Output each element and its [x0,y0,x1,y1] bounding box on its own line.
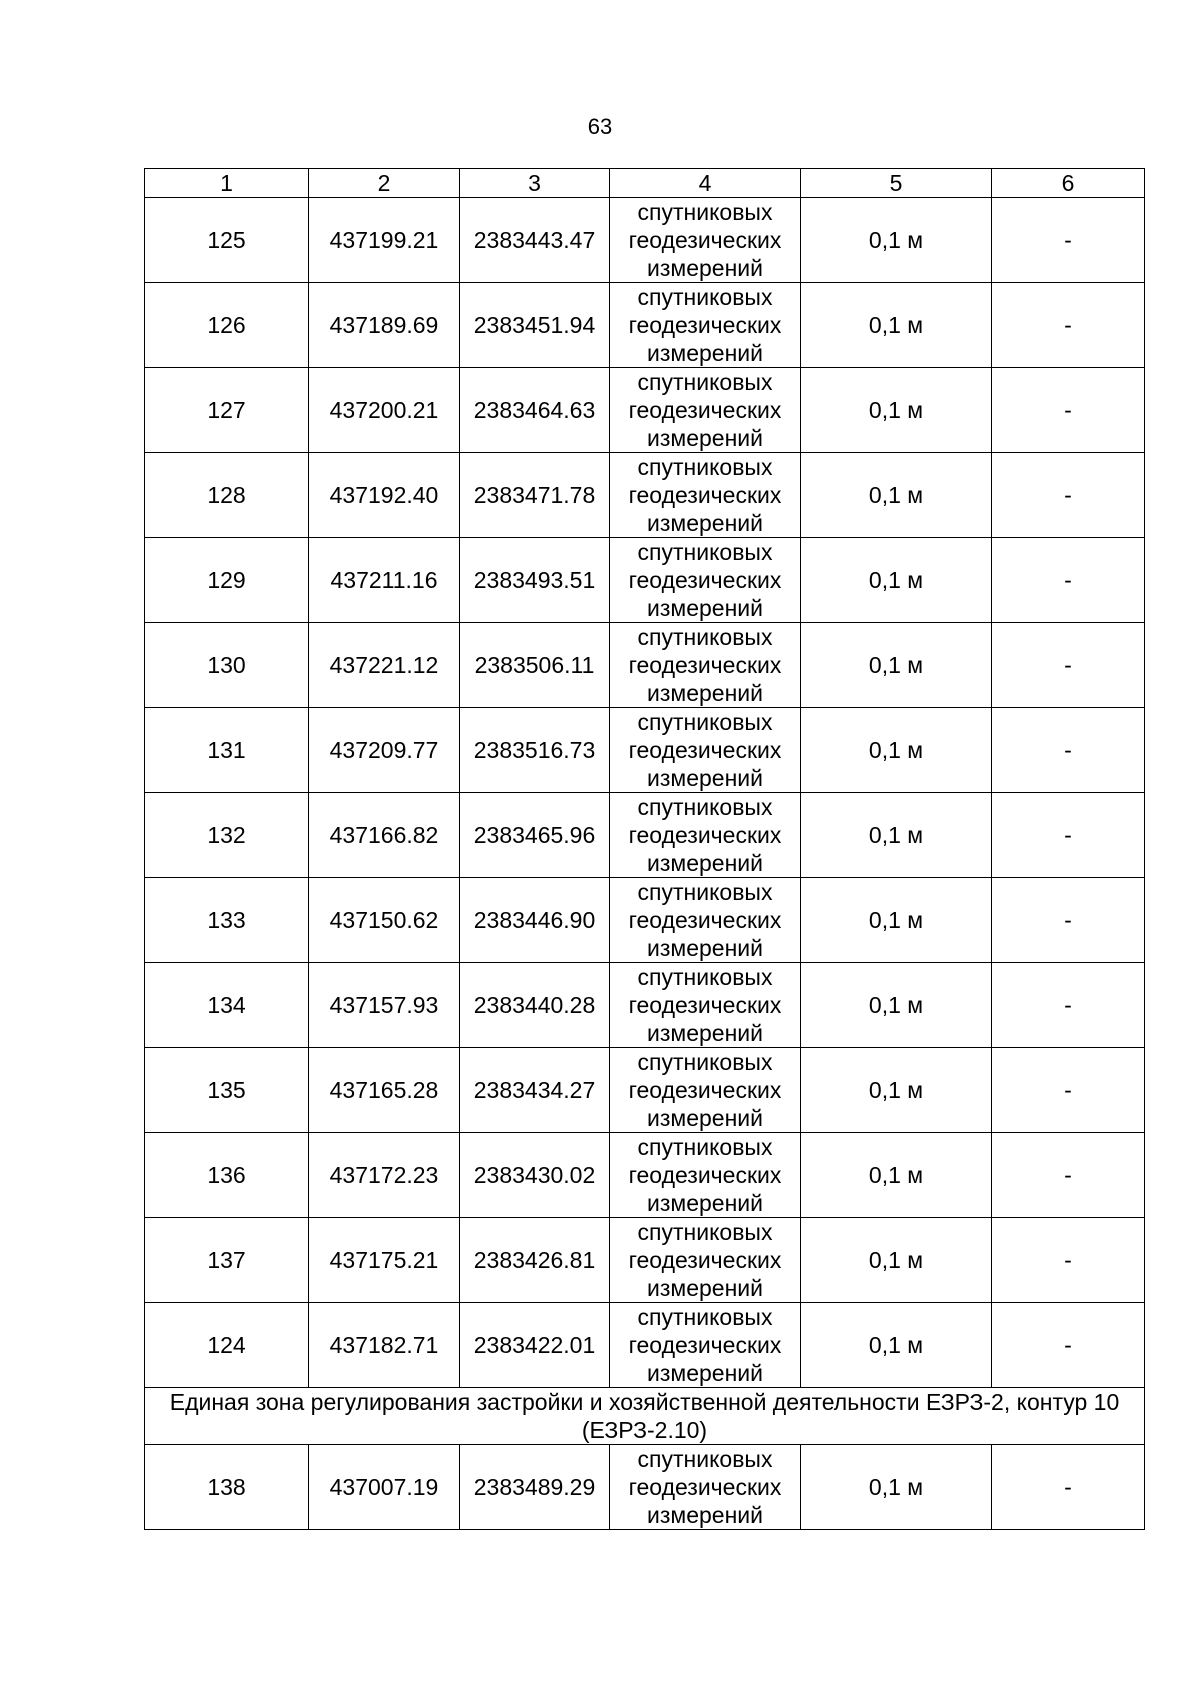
table-row [145,1445,1145,1530]
accuracy-cell: 0,1 м [801,623,992,708]
x-coordinate-cell: 437182.71 [309,1303,460,1388]
x-coordinate-cell: 437166.82 [309,793,460,878]
coordinates-table [144,168,1145,1530]
column-header: 3 [460,169,610,198]
y-coordinate-cell: 2383464.63 [460,368,610,453]
accuracy-cell: 0,1 м [801,283,992,368]
note-cell: - [992,963,1145,1048]
y-coordinate-cell: 2383443.47 [460,198,610,283]
y-coordinate-cell: 2383465.96 [460,793,610,878]
method-cell: спутниковых геодезических измерений [610,1218,801,1303]
point-number-cell: 125 [145,198,309,283]
y-coordinate-cell: 2383440.28 [460,963,610,1048]
method-cell: спутниковых геодезических измерений [610,283,801,368]
table-row [145,878,1145,963]
accuracy-cell: 0,1 м [801,1218,992,1303]
accuracy-cell: 0,1 м [801,453,992,538]
table-row [145,1133,1145,1218]
table-row [145,283,1145,368]
note-cell: - [992,368,1145,453]
section-row [145,1388,1145,1445]
point-number-cell: 131 [145,708,309,793]
accuracy-cell: 0,1 м [801,1133,992,1218]
method-cell: спутниковых геодезических измерений [610,878,801,963]
point-number-cell: 134 [145,963,309,1048]
x-coordinate-cell: 437192.40 [309,453,460,538]
section-title: Единая зона регулирования застройки и хозяйственной деятельности ЕЗРЗ-2, контур 10 (ЕЗРЗ-2.10) [145,1388,1145,1445]
table-row [145,963,1145,1048]
point-number-cell: 138 [145,1445,309,1530]
y-coordinate-cell: 2383493.51 [460,538,610,623]
method-cell: спутниковых геодезических измерений [610,623,801,708]
accuracy-cell: 0,1 м [801,1303,992,1388]
x-coordinate-cell: 437211.16 [309,538,460,623]
note-cell: - [992,538,1145,623]
y-coordinate-cell: 2383506.11 [460,623,610,708]
method-cell: спутниковых геодезических измерений [610,198,801,283]
column-header: 4 [610,169,801,198]
note-cell: - [992,198,1145,283]
x-coordinate-cell: 437150.62 [309,878,460,963]
column-header: 6 [992,169,1145,198]
y-coordinate-cell: 2383451.94 [460,283,610,368]
y-coordinate-cell: 2383434.27 [460,1048,610,1133]
note-cell: - [992,1133,1145,1218]
note-cell: - [992,1048,1145,1133]
y-coordinate-cell: 2383430.02 [460,1133,610,1218]
x-coordinate-cell: 437200.21 [309,368,460,453]
method-cell: спутниковых геодезических измерений [610,368,801,453]
table-row [145,623,1145,708]
accuracy-cell: 0,1 м [801,708,992,793]
page-number: 63 [587,114,613,139]
accuracy-cell: 0,1 м [801,878,992,963]
method-cell: спутниковых геодезических измерений [610,1048,801,1133]
accuracy-cell: 0,1 м [801,963,992,1048]
point-number-cell: 136 [145,1133,309,1218]
method-cell: спутниковых геодезических измерений [610,1445,801,1530]
point-number-cell: 130 [145,623,309,708]
y-coordinate-cell: 2383422.01 [460,1303,610,1388]
column-header: 5 [801,169,992,198]
point-number-cell: 135 [145,1048,309,1133]
accuracy-cell: 0,1 м [801,1048,992,1133]
point-number-cell: 127 [145,368,309,453]
point-number-cell: 124 [145,1303,309,1388]
x-coordinate-cell: 437175.21 [309,1218,460,1303]
method-cell: спутниковых геодезических измерений [610,793,801,878]
x-coordinate-cell: 437199.21 [309,198,460,283]
point-number-cell: 126 [145,283,309,368]
method-cell: спутниковых геодезических измерений [610,1303,801,1388]
table-row [145,1218,1145,1303]
note-cell: - [992,453,1145,538]
y-coordinate-cell: 2383446.90 [460,878,610,963]
x-coordinate-cell: 437209.77 [309,708,460,793]
note-cell: - [992,1303,1145,1388]
point-number-cell: 132 [145,793,309,878]
method-cell: спутниковых геодезических измерений [610,963,801,1048]
x-coordinate-cell: 437157.93 [309,963,460,1048]
note-cell: - [992,1218,1145,1303]
x-coordinate-cell: 437172.23 [309,1133,460,1218]
x-coordinate-cell: 437007.19 [309,1445,460,1530]
table-row [145,793,1145,878]
method-cell: спутниковых геодезических измерений [610,708,801,793]
accuracy-cell: 0,1 м [801,538,992,623]
note-cell: - [992,1445,1145,1530]
accuracy-cell: 0,1 м [801,368,992,453]
note-cell: - [992,878,1145,963]
method-cell: спутниковых геодезических измерений [610,1133,801,1218]
note-cell: - [992,793,1145,878]
table-row [145,1303,1145,1388]
y-coordinate-cell: 2383471.78 [460,453,610,538]
table-row [145,198,1145,283]
table-row [145,1048,1145,1133]
column-header: 2 [309,169,460,198]
table-row [145,368,1145,453]
table-header-row [145,169,1145,198]
x-coordinate-cell: 437189.69 [309,283,460,368]
point-number-cell: 137 [145,1218,309,1303]
accuracy-cell: 0,1 м [801,198,992,283]
table-body [145,169,1145,1530]
note-cell: - [992,283,1145,368]
column-header: 1 [145,169,309,198]
y-coordinate-cell: 2383426.81 [460,1218,610,1303]
point-number-cell: 129 [145,538,309,623]
point-number-cell: 128 [145,453,309,538]
y-coordinate-cell: 2383516.73 [460,708,610,793]
accuracy-cell: 0,1 м [801,793,992,878]
table-row [145,453,1145,538]
point-number-cell: 133 [145,878,309,963]
accuracy-cell: 0,1 м [801,1445,992,1530]
x-coordinate-cell: 437165.28 [309,1048,460,1133]
method-cell: спутниковых геодезических измерений [610,538,801,623]
x-coordinate-cell: 437221.12 [309,623,460,708]
note-cell: - [992,708,1145,793]
table-row [145,708,1145,793]
method-cell: спутниковых геодезических измерений [610,453,801,538]
y-coordinate-cell: 2383489.29 [460,1445,610,1530]
table-row [145,538,1145,623]
note-cell: - [992,623,1145,708]
